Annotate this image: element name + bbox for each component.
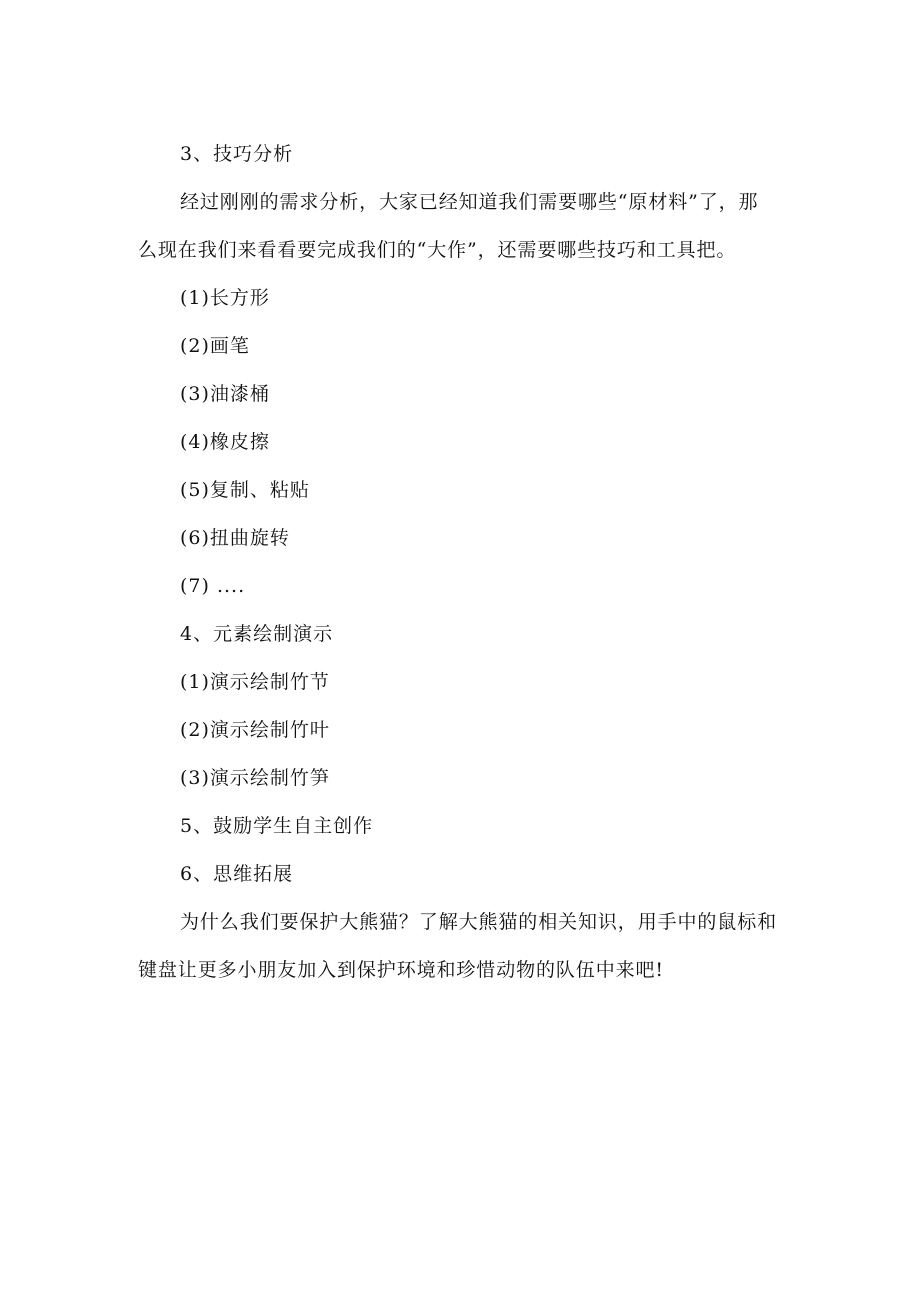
tool-item-paint-bucket: (3)油漆桶 (180, 383, 270, 405)
section3-paragraph-line1: 经过刚刚的需求分析，大家已经知道我们需要哪些“原材料”了，那 (180, 191, 759, 213)
section4-heading: 4、元素绘制演示 (180, 623, 334, 645)
tool-item-brush: (2)画笔 (180, 335, 250, 357)
tool-item-eraser: (4)橡皮擦 (180, 431, 270, 453)
tool-item-rectangle: (1)长方形 (180, 287, 270, 309)
tool-item-copy-paste: (5)复制、粘贴 (180, 479, 310, 501)
section5-heading: 5、鼓励学生自主创作 (180, 815, 374, 837)
demo-item-bamboo-leaf: (2)演示绘制竹叶 (180, 719, 330, 741)
tool-item-distort-rotate: (6)扭曲旋转 (180, 527, 290, 549)
section3-paragraph-line2: 么现在我们来看看要完成我们的“大作”，还需要哪些技巧和工具把。 (138, 239, 737, 261)
demo-item-bamboo-node: (1)演示绘制竹节 (180, 671, 330, 693)
section6-paragraph-line1: 为什么我们要保护大熊猫？了解大熊猫的相关知识，用手中的鼠标和 (180, 911, 778, 933)
section6-paragraph-line2: 键盘让更多小朋友加入到保护环境和珍惜动物的队伍中来吧! (138, 959, 664, 981)
section6-heading: 6、思维拓展 (180, 863, 294, 885)
demo-item-bamboo-shoot: (3)演示绘制竹笋 (180, 767, 330, 789)
section3-heading: 3、技巧分析 (180, 143, 294, 165)
tool-item-ellipsis: (7) .... (180, 575, 246, 597)
